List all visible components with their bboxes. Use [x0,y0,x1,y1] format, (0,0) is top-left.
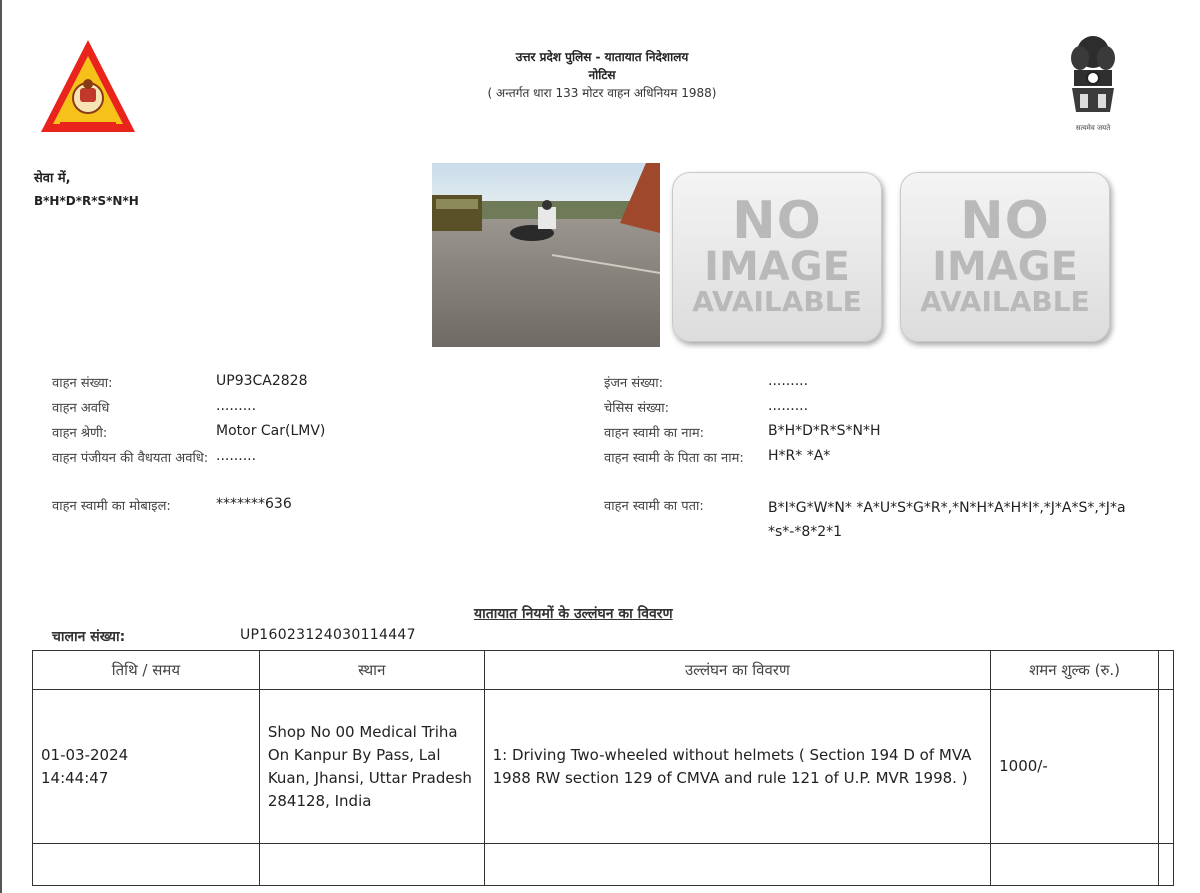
column-header-blank [1159,651,1174,690]
column-header-datetime: तिथि / समय [33,651,260,690]
no-image-placeholder: NO IMAGE AVAILABLE [672,172,882,342]
chassis-number-value: ......... [768,398,809,414]
owner-father-name-label: वाहन स्वामी के पिता का नाम: [604,451,744,466]
act-reference: ( अन्तर्गत धारा 133 मोटर वाहन अधिनियम 1988) [487,86,717,100]
violation-section-title: यातायात नियमों के उल्लंघन का विवरण [474,606,673,622]
vehicle-period-value: ......... [216,398,257,414]
vehicle-period-label: वाहन अवधि [52,401,110,416]
violation-fine: 1000/- [991,690,1159,844]
column-header-place: स्थान [259,651,484,690]
violation-table [32,650,1174,886]
ashoka-emblem-icon [1062,32,1124,136]
engine-number-value: ......... [768,373,809,389]
violation-place: Shop No 00 Medical Triha On Kanpur By Pass, Lal Kuan, Jhansi, Uttar Pradesh 284128, India [259,690,484,844]
vehicle-number-value: UP93CA2828 [216,373,308,389]
triangle-logo-icon [38,36,138,136]
table-header-row [33,651,1174,690]
traffic-police-logo [38,36,138,136]
registration-validity-value: ......... [216,448,257,464]
engine-number-label: इंजन संख्या: [604,376,664,391]
vehicle-category-value: Motor Car(LMV) [216,423,326,439]
recipient-name: B*H*D*R*S*N*H [34,194,139,208]
vehicle-category-label: वाहन श्रेणी: [52,426,108,441]
challan-number-value: UP16023124030114447 [240,627,416,643]
owner-address-value: B*I*G*W*N* *A*U*S*G*R*,*N*H*A*H*I*,*J*A*S*,*J*a*s*-*8*2*1 [768,500,1126,540]
chassis-number-label: चेसिस संख्या: [604,401,670,416]
owner-name-label: वाहन स्वामी का नाम: [604,426,704,441]
vehicle-number-label: वाहन संख्या: [52,376,113,391]
table-row [33,844,1174,886]
table-cell-blank [1159,690,1174,844]
no-image-placeholder: NO IMAGE AVAILABLE [900,172,1110,342]
violation-description: 1: Driving Two-wheeled without helmets ( Section 194 D of MVA 1988 RW section 129 of CMVA and rule 121 of U.P. MVR 1998. ) [484,690,990,844]
column-header-description: उल्लंघन का विवरण [484,651,990,690]
notice-title: नोटिस [588,68,616,82]
owner-mobile-label: वाहन स्वामी का मोबाइल: [52,499,171,514]
evidence-photo [432,163,660,347]
column-header-fine: शमन शुल्क (रु.) [991,651,1159,690]
violation-time: 14:44:47 [41,768,109,787]
violation-date: 01-03-2024 [41,745,129,764]
owner-father-name-value: H*R* *A* [768,448,831,464]
registration-validity-label: वाहन पंजीयन की वैधयता अवधि: [52,451,209,466]
owner-address-label: वाहन स्वामी का पता: [604,499,704,514]
department-title: उत्तर प्रदेश पुलिस - यातायात निदेशालय [515,50,689,64]
recipient-label: सेवा में, [34,171,71,186]
emblem-caption: सत्यमेव जयते [1075,124,1111,132]
recipient-block [34,168,139,212]
owner-name-value: B*H*D*R*S*N*H [768,423,881,439]
notice-header [382,48,822,102]
table-row [33,690,1174,844]
challan-number-label: चालान संख्या: [52,629,126,645]
violation-datetime [33,690,260,844]
owner-mobile-value: *******636 [216,496,292,512]
